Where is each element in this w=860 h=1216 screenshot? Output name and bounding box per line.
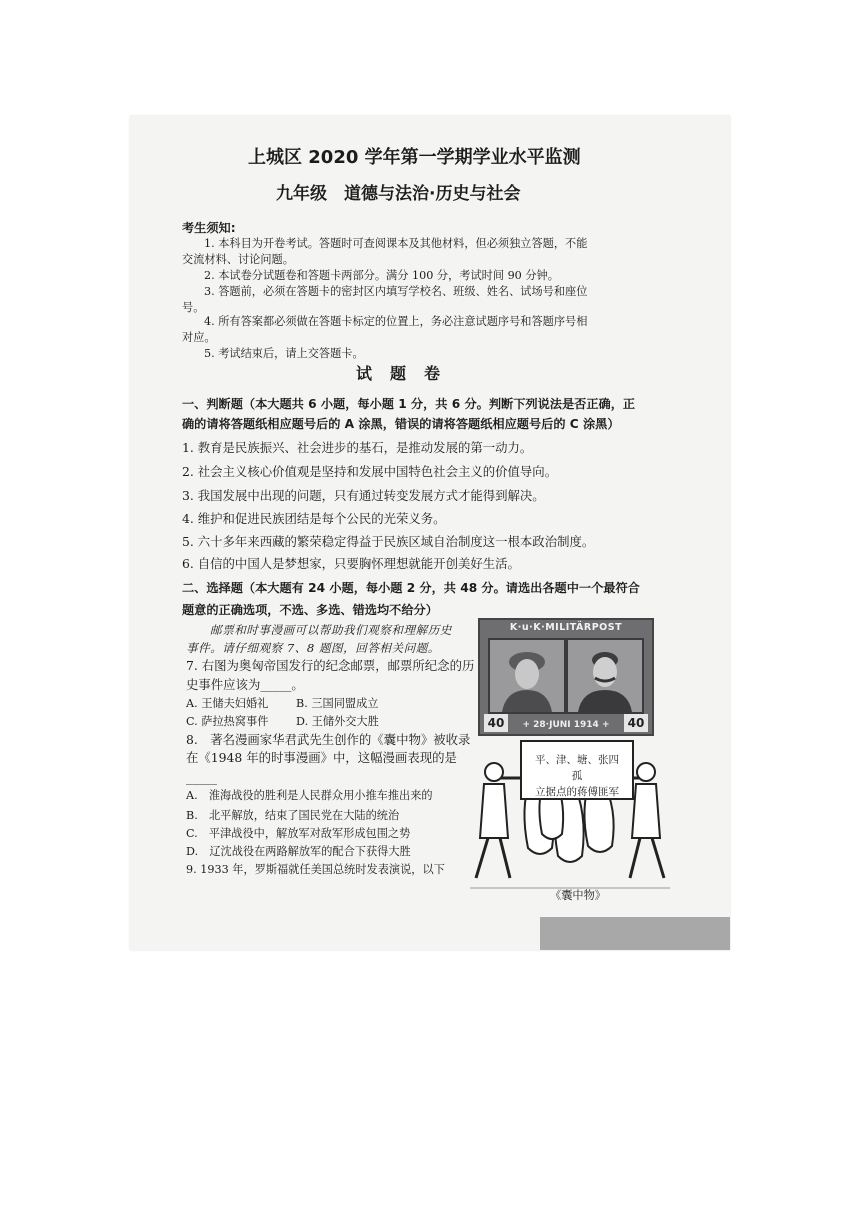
portrait-man: [566, 638, 644, 714]
q7-option-a: A. 王储夫妇婚礼: [186, 697, 269, 710]
judge-item: 2. 社会主义核心价值观是坚持和发展中国特色社会主义的价值导向。: [182, 464, 558, 479]
question-8-cont: 在《1948 年的时事漫画》中，这幅漫画表现的是: [186, 750, 457, 765]
stamp-value-right: 40: [624, 714, 648, 732]
portrait-woman: [488, 638, 566, 714]
q8-option-b: B. 北平解放，结束了国民党在大陆的统治: [186, 809, 400, 822]
bubble-line: 平、津、塘、张四孤: [535, 754, 619, 782]
section2-heading: 二、选择题（本大题有 24 小题，每小题 2 分，共 48 分。请选出各题中一个最符合: [182, 581, 640, 595]
notice-line: 2. 本试卷分试题卷和答题卡两部分。满分 100 分，考试时间 90 分钟。: [204, 269, 559, 282]
q8-blank: _____: [186, 770, 217, 785]
woman-portrait-icon: [490, 640, 564, 712]
commemorative-stamp: [478, 618, 654, 736]
section1-heading: 一、判断题（本大题共 6 小题，每小题 1 分，共 6 分。判断下列说法是否正确，正: [182, 397, 636, 411]
q7-option-d: D. 王储外交大胜: [296, 715, 379, 728]
q7-option-b: B. 三国同盟成立: [296, 697, 379, 710]
notice-line: 3. 答题前，必须在答题卡的密封区内填写学校名、班级、姓名、试场号和座位: [204, 285, 588, 298]
q8-option-d: D. 辽沈战役在两路解放军的配合下获得大胜: [186, 845, 411, 858]
section2-intro-cont: 事件。请仔细观察 7、8 题图，回答相关问题。: [186, 641, 440, 655]
notice-line: 对应。: [182, 331, 216, 344]
stamp-footer: [480, 712, 652, 734]
q8-option-a: A. 淮海战役的胜利是人民群众用小推车推出来的: [186, 789, 433, 802]
exam-subtitle: 九年级 道德与法治·历史与社会: [276, 184, 521, 204]
section2-intro: 邮票和时事漫画可以帮助我们观察和理解历史: [210, 623, 452, 637]
notice-line: 4. 所有答案都必须做在答题卡标定的位置上，务必注意试题序号和答题序号相: [204, 315, 588, 328]
bubble-line: 立据点的蒋傅匪军: [535, 786, 619, 798]
speech-bubble: [520, 740, 634, 800]
question-8: 8. 著名漫画家华君武先生创作的《囊中物》被收录: [186, 732, 471, 747]
judge-item: 5. 六十多年来西藏的繁荣稳定得益于民族区域自治制度这一根本政治制度。: [182, 534, 595, 549]
cartoon-caption: 《囊中物》: [550, 889, 606, 902]
exam-title: 上城区 2020 学年第一学期学业水平监测: [248, 147, 581, 168]
q8-option-c: C. 平津战役中，解放军对敌军形成包围之势: [186, 827, 411, 840]
man-portrait-icon: [568, 640, 642, 712]
question-9: 9. 1933 年，罗斯福就任美国总统时发表演说，以下: [186, 863, 445, 876]
judge-item: 3. 我国发展中出现的问题，只有通过转变发展方式才能得到解决。: [182, 488, 545, 503]
gray-corner-block: [540, 917, 730, 950]
question-7: 7. 右图为奥匈帝国发行的纪念邮票，邮票所纪念的历: [186, 658, 475, 673]
stamp-value-left: 40: [484, 714, 508, 732]
notice-line: 交流材料、讨论问题。: [182, 253, 294, 266]
stamp-header: K·u·K·MILITÄRPOST: [509, 622, 623, 633]
paper-title: 试题卷: [356, 364, 459, 383]
notice-heading: 考生须知:: [182, 221, 236, 235]
judge-item: 1. 教育是民族振兴、社会进步的基石，是推动发展的第一动力。: [182, 440, 533, 455]
question-7-cont: 史事件应该为_____。: [186, 677, 304, 692]
notice-line: 5. 考试结束后，请上交答题卡。: [204, 347, 364, 360]
stamp-date: + 28·JUNI 1914 +: [522, 720, 610, 730]
section1-heading-cont: 确的请将答题纸相应题号后的 A 涂黑，错误的请将答题纸相应题号后的 C 涂黑）: [182, 417, 620, 431]
judge-item: 4. 维护和促进民族团结是每个公民的光荣义务。: [182, 511, 446, 526]
notice-line: 1. 本科目为开卷考试。答题时可查阅课本及其他材料，但必须独立答题，不能: [204, 237, 588, 250]
section2-heading-cont: 题意的正确选项，不选、多选、错选均不给分）: [182, 603, 438, 617]
notice-line: 号。: [182, 301, 205, 314]
q7-option-c: C. 萨拉热窝事件: [186, 715, 269, 728]
judge-item: 6. 自信的中国人是梦想家，只要胸怀理想就能开创美好生活。: [182, 556, 520, 571]
